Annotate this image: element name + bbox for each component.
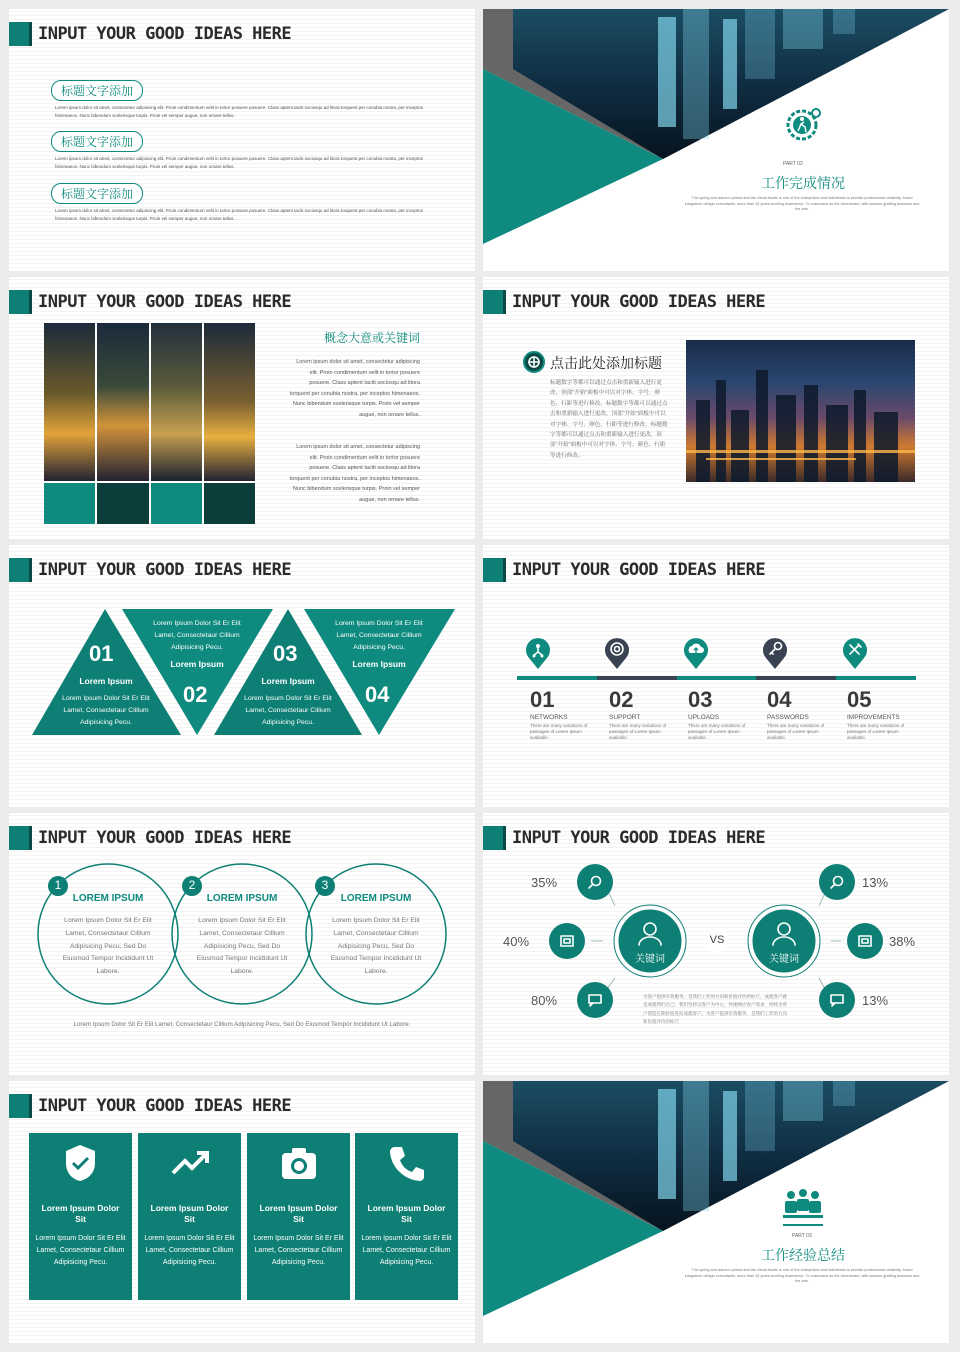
trend-up-icon <box>170 1145 210 1186</box>
triangle-number: 03 <box>273 641 298 666</box>
city-photo-strip <box>44 323 255 481</box>
item-title-pill: 标题文字添加 <box>51 80 143 101</box>
triangle-number: 02 <box>183 682 208 707</box>
triangle-text: Lorem Ipsum Dolor Sit Er Elit Lamet, Consectetaur Cillium Adipisicing Pecu. <box>153 620 241 651</box>
slide-5 <box>9 545 475 807</box>
color-blocks <box>44 483 255 524</box>
concept-subtitle: 概念大意或关键词 <box>323 331 420 345</box>
item-title-pill: 标题文字添加 <box>51 183 143 204</box>
header-accent-bar <box>9 1094 29 1118</box>
feature-card <box>355 1133 458 1300</box>
triangle-label: Lorem Ipsum <box>261 676 315 686</box>
search-icon <box>819 864 855 900</box>
step-text: There are many variations of passages of Lorem Ipsum available. <box>847 723 905 740</box>
slide-header <box>483 290 765 314</box>
network-icon <box>524 636 552 675</box>
search-icon <box>577 864 613 900</box>
right-percent: 13% <box>862 875 889 890</box>
slide-title: INPUT YOUR GOOD IDEAS HERE <box>512 560 766 580</box>
key-icon <box>761 636 789 675</box>
slide-title: INPUT YOUR GOOD IDEAS HERE <box>38 1096 292 1116</box>
comparison-description: 为客户提供有效服务，是我们工作的方向和价值评价的标尺，成就客户就是成就我们自己。我们坚持以客户为中心，快速响应客户需求，持续为客户创造长期价值进而成就客户。为客户提供有效服务，是我们工作的方向和价值评价的标尺 <box>643 994 787 1025</box>
badge-number: 1 <box>54 878 62 892</box>
step-number: 02 <box>609 687 634 712</box>
triangle-number: 04 <box>365 682 390 707</box>
section-description: The spring and autumn period and the visual studio is one of the enterprises and individuals to provide professional creativity, brand integration design consultants, more than 15 years working experience. To customers as the benchmark, with wisdom grafting business and the arts. <box>684 196 920 211</box>
badge-number: 2 <box>188 878 196 892</box>
cover-graphic <box>483 1081 949 1343</box>
slide-7 <box>9 813 475 1075</box>
chat-icon <box>577 982 613 1018</box>
cloud-upload-icon <box>682 636 710 675</box>
skyline-silhouette <box>686 340 915 482</box>
chat-icon <box>819 982 855 1018</box>
running-person-gear-icon <box>784 105 824 150</box>
slide-title: INPUT YOUR GOOD IDEAS HERE <box>38 292 292 312</box>
shield-check-icon <box>62 1143 99 1188</box>
feature-card <box>138 1133 241 1300</box>
step-text: There are many variations of passages of Lorem Ipsum available. <box>767 723 825 740</box>
card-title: Lorem Ipsum Dolor Sit <box>259 1203 338 1224</box>
slide-title: INPUT YOUR GOOD IDEAS HERE <box>38 560 292 580</box>
step-label: SUPPORT <box>609 714 641 721</box>
slide-1 <box>9 9 475 271</box>
step-number: 04 <box>767 687 792 712</box>
slide-8 <box>483 813 949 1075</box>
part-label: PART 02 <box>783 161 803 167</box>
feature-card <box>29 1133 132 1300</box>
circle-title: LOREM IPSUM <box>206 893 278 904</box>
step-number: 03 <box>688 687 713 712</box>
section-description: The spring and autumn period and the visual studio is one of the enterprises and individuals to provide professional creativity, brand integration design consultants, more than 15 years working experience. To customers as the benchmark, with wisdom grafting business and the arts. <box>684 1268 920 1283</box>
step-label: UPLOADS <box>688 714 720 721</box>
photo-panel <box>97 323 148 481</box>
header-accent-bar <box>483 558 503 582</box>
triangle-text: Lorem Ipsum Dolor Sit Er Elit Lamet, Consectetaur Cillium Adipisicing Pecu. <box>62 695 150 726</box>
slide-4 <box>483 277 949 539</box>
card-text: Lorem Ipsum Dolor Sit Er Elit Lamet, Consectetaur Cillium Adipisicing Pecu. <box>361 1235 452 1267</box>
card-text: Lorem Ipsum Dolor Sit Er Elit Lamet, Consectetaur Cillium Adipisicing Pecu. <box>144 1235 235 1267</box>
part-label: PART 03 <box>792 1233 812 1239</box>
header-accent-bar <box>9 22 29 46</box>
right-keyword: 关键词 <box>769 954 799 965</box>
cover-graphic <box>483 9 949 271</box>
left-keyword: 关键词 <box>635 954 665 965</box>
dark-block <box>204 483 255 524</box>
slide-10-section-cover <box>483 1081 949 1343</box>
circle-text: Lorem Ipsum Dolor Sit Er Elit Lamet, Consectetaur Cillium Adipisicing Pecu, Sed Do Eiusmod Tempor Incididunt Ut Labore. <box>330 917 422 976</box>
right-percent: 13% <box>862 993 889 1008</box>
photo-panel <box>151 323 202 481</box>
triangle-text: Lorem Ipsum Dolor Sit Er Elit Lamet, Consectetaur Cillium Adipisicing Pecu. <box>244 695 332 726</box>
header-accent-bar <box>9 290 29 314</box>
circle-text: Lorem Ipsum Dolor Sit Er Elit Lamet, Consectetaur Cillium Adipisicing Pecu, Sed Do Eiusmod Tempor Incididunt Ut Labore. <box>62 917 154 976</box>
slide-title: INPUT YOUR GOOD IDEAS HERE <box>38 24 292 44</box>
photo-panel <box>44 323 95 481</box>
left-percent: 40% <box>503 934 530 949</box>
timeline-bar <box>517 676 916 680</box>
slide-title: INPUT YOUR GOOD IDEAS HERE <box>512 292 766 312</box>
tools-icon <box>841 636 869 675</box>
circle-text: Lorem Ipsum Dolor Sit Er Elit Lamet, Consectetaur Cillium Adipisicing Pecu, Sed Do Eiusmod Tempor Incididunt Ut Labore. <box>196 917 288 976</box>
triangle-label: Lorem Ipsum <box>170 659 224 669</box>
description-text: 标题数字等都可以通过点击和重新输入进行更改，顶部“开始”面板中可以对字体、字号、颜色、行距等进行修改。标题数字等都可以通过点击和重新输入进行更改，顶部“开始”面板中可以对字体、字号、颜色、行距等进行修改。标题数字等都可以通过点击和重新输入进行更改，顶部“开始”面板中可以对字体、字号、颜色、行距等进行修改。 <box>550 380 668 459</box>
item-title-pill: 标题文字添加 <box>51 131 143 152</box>
card-title: Lorem Ipsum Dolor Sit <box>41 1203 120 1224</box>
slide-header <box>9 290 291 314</box>
paragraph-2: Lorem ipsum dolor sit amet, consectetur adipiscing elit. Proin condimentum velit in tortor posuere posuere. Class aptent taciti sociosqu ad litora torquent per conubia nostra, per inceptos himenaeos. Nunc bibendum scelerisque turpis. Proin vel semper augue, non ornare tellus. <box>289 444 420 503</box>
step-label: IMPROVEMENTS <box>847 714 900 721</box>
footer-text: Lorem Ipsum Dolor Sit Er Elit Lamet, Consectetaur Cillium Adipisicing Pecu, Sed Do Eiusmod Tempor Incididunt Ut Labore. <box>73 1021 411 1028</box>
step-number: 05 <box>847 687 872 712</box>
item-paragraph: Lorem ipsum dolor sit amet, consectetur adipiscing elit. Proin condimentum velit in tortor posuere posuere. Class aptent taciti sociosqu ad litora torquent per conubia nostra, per inceptos himenaeos. Nunc bibendum scelerisque turpis. Proin vel semper augue, non ornare tellus. <box>55 156 423 169</box>
left-percent: 80% <box>531 993 558 1008</box>
item-paragraph: Lorem ipsum dolor sit amet, consectetur adipiscing elit. Proin condimentum velit in tortor posuere posuere. Class aptent taciti sociosqu ad litora torquent per conubia nostra, per inceptos himenaeos. Nunc bibendum scelerisque turpis. Proin vel semper augue, non ornare tellus. <box>55 208 423 221</box>
card-text: Lorem Ipsum Dolor Sit Er Elit Lamet, Consectetaur Cillium Adipisicing Pecu. <box>35 1235 126 1267</box>
step-number: 01 <box>530 687 555 712</box>
slide-title: INPUT YOUR GOOD IDEAS HERE <box>38 828 292 848</box>
teal-block <box>44 483 95 524</box>
vs-label: VS <box>709 934 725 946</box>
click-add-title: 点击此处添加标题 <box>550 355 662 371</box>
triangle-label: Lorem Ipsum <box>352 659 406 669</box>
phone-icon <box>387 1143 427 1188</box>
right-percent: 38% <box>889 934 916 949</box>
card-text: Lorem Ipsum Dolor Sit Er Elit Lamet, Consectetaur Cillium Adipisicing Pecu. <box>253 1235 344 1267</box>
paragraph-1: Lorem ipsum dolor sit amet, consectetur adipiscing elit. Proin condimentum velit in tortor posuere posuere. Class aptent taciti sociosqu ad litora torquent per conubia nostra, per inceptos himenaeos. Nunc bibendum scelerisque turpis. Proin vel semper augue, non ornare tellus. <box>289 359 420 418</box>
basketball-icon <box>523 351 545 373</box>
teal-block <box>151 483 202 524</box>
circle-title: LOREM IPSUM <box>340 893 412 904</box>
triangle-label: Lorem Ipsum <box>79 676 133 686</box>
header-accent-bar <box>483 290 503 314</box>
lifebuoy-icon <box>603 636 631 675</box>
city-night-photo <box>686 340 915 482</box>
slide-3 <box>9 277 475 539</box>
section-title: 工作完成情况 <box>761 175 845 191</box>
dark-block <box>97 483 148 524</box>
step-label: PASSWORDS <box>767 714 809 721</box>
team-meeting-icon <box>781 1187 825 1232</box>
item-paragraph: Lorem ipsum dolor sit amet, consectetur adipiscing elit. Proin condimentum velit in tortor posuere posuere. Class aptent taciti sociosqu ad litora torquent per conubia nostra, per inceptos himenaeos. Nunc bibendum scelerisque turpis. Proin vel semper augue, non ornare tellus. <box>55 105 423 118</box>
slide-9 <box>9 1081 475 1343</box>
image-icon <box>549 923 585 959</box>
camera-icon <box>279 1145 319 1186</box>
step-text: There are many variations of passages of Lorem Ipsum available. <box>609 723 667 740</box>
triangle-number: 01 <box>89 641 114 666</box>
card-title: Lorem Ipsum Dolor Sit <box>150 1203 229 1224</box>
slide-header <box>9 22 291 46</box>
step-text: There are many variations of passages of Lorem Ipsum available. <box>530 723 588 740</box>
step-text: There are many variations of passages of Lorem Ipsum available. <box>688 723 746 740</box>
slide-2-section-cover <box>483 9 949 271</box>
slide-6 <box>483 545 949 807</box>
photo-panel <box>204 323 255 481</box>
slide-title: INPUT YOUR GOOD IDEAS HERE <box>512 828 766 848</box>
card-title: Lorem Ipsum Dolor Sit <box>367 1203 446 1224</box>
circle-title: LOREM IPSUM <box>72 893 144 904</box>
section-title: 工作经验总结 <box>761 1247 845 1263</box>
badge-number: 3 <box>321 878 329 892</box>
image-icon <box>847 923 883 959</box>
triangle-text: Lorem Ipsum Dolor Sit Er Elit Lamet, Consectetaur Cillium Adipisicing Pecu. <box>335 620 423 651</box>
step-label: NETWORKS <box>530 714 568 721</box>
left-percent: 35% <box>531 875 558 890</box>
feature-card <box>247 1133 350 1300</box>
slide-header <box>483 558 765 582</box>
slide-header <box>9 1094 291 1118</box>
